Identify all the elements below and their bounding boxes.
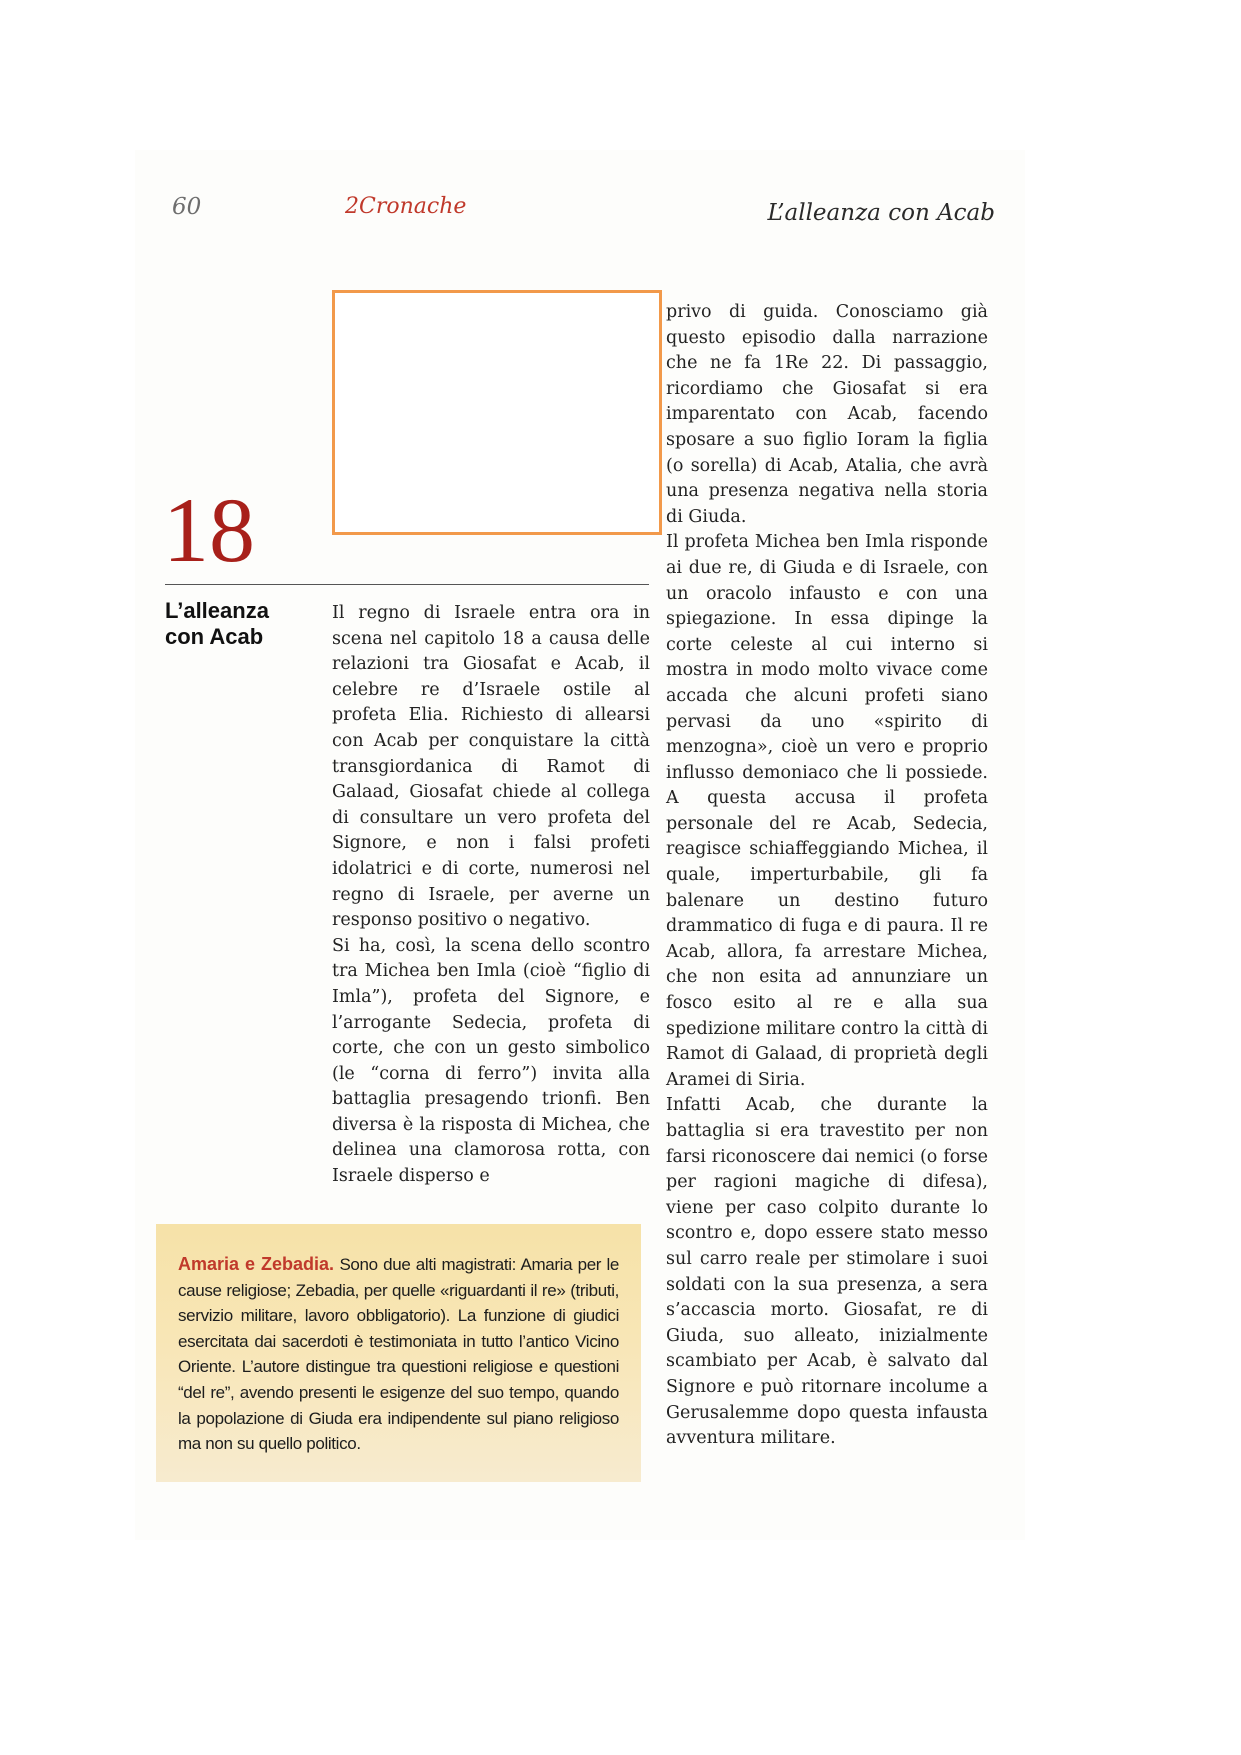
chapter-title: L’alleanza con Acab [165, 598, 269, 649]
right-text-column [666, 300, 988, 1452]
sidebar-note-box [156, 1224, 641, 1482]
image-placeholder-frame [332, 290, 662, 535]
sidebar-body: Sono due alti magistrati: Amaria per le cause religiose; Zebadia, per quelle «riguardanti il re» (tributi, servizio militare, lavoro obbligatorio). La funzione di giudici esercitata dai sacerdoti è testimoniata in tutto l’antico Vicino Oriente. L’autore distingue tra questioni religiose e questioni “del re”, avendo presenti le esigenze del suo tempo, quando la popolazione di Giuda era indipendente sul piano religioso ma non su quello politico. [178, 1255, 620, 1454]
sidebar-heading: Amaria e Zebadia. [178, 1254, 335, 1274]
paragraph: Si ha, così, la scena dello scontro tra Michea ben Imla (cioè “figlio di Imla”), profeta del Signore, e l’arrogante Sedecia, profeta di corte, che con un gesto simbolico (le “corna di ferro”) invita alla battaglia presagendo trionfi. Ben diversa è la risposta di Michea, che delinea una clamorosa rotta, con Israele disperso e [332, 935, 650, 1187]
book-title: 2Cronache [345, 194, 467, 219]
paragraph: privo di guida. Conosciamo già questo episodio dalla narrazione che ne fa 1Re 22. Di passaggio, ricordiamo che Giosafat si era imparentato con Acab, facendo sposare a suo figlio Ioram la figlia (o sorella) di Acab, Atalia, che avrà una presenza negativa nella storia di Giuda. [666, 302, 988, 527]
paragraph: Infatti Acab, che durante la battaglia si era travestito per non farsi riconoscere dai nemici (o forse per ragioni magiche di difesa), viene per caso colpito durante lo scontro e, dopo essere stato messo sul carro reale per stimolare i suoi soldati con la sua presenza, a sera s’accascia morto. Giosafat, re di Giuda, suo alleato, inizialmente scambiato per Acab, è salvato dal Signore e può ritornare incolume a Gerusalemme dopo questa infausta avventura militare. [666, 1095, 988, 1449]
sidebar-note-text [178, 1252, 619, 1457]
middle-text-column [332, 601, 650, 1190]
paragraph: Il profeta Michea ben Imla risponde ai due re, di Giuda e di Israele, con un oracolo infausto e con una spiegazione. In essa dipinge la corte celeste al cui interno si mostra in modo molto vivace come accada che alcuni profeti siano pervasi da uno «spirito di menzogna», cioè un vero e proprio influsso demoniaco che li possiede. A questa accusa il profeta personale del re Acab, Sedecia, reagisce schiaffeggiando Michea, il quale, imperturbabile, gli fa balenare un destino futuro drammatico di fuga e di paura. Il re Acab, allora, fa arrestare Michea, che non esita ad annunziare un fosco esito al re e alla sua spedizione militare contro la città di Ramot di Galaad, di proprietà degli Aramei di Siria. [666, 532, 988, 1090]
page-number: 60 [172, 194, 202, 220]
chapter-divider [165, 584, 649, 585]
paragraph: Il regno di Israele entra ora in scena nel capitolo 18 a causa delle relazioni tra Giosafat e Acab, il celebre re d’Israele ostile al profeta Elia. Richiesto di allearsi con Acab per conquistare la città transgiordanica di Ramot di Galaad, Giosafat chiede al collega di consultare un vero profeta del Signore, e non i falsi profeti idolatrici e di corte, numerosi nel regno di Israele, per averne un responso positivo o negativo. [332, 603, 650, 931]
chapter-number: 18 [163, 479, 255, 581]
running-title: L’alleanza con Acab [767, 200, 995, 226]
